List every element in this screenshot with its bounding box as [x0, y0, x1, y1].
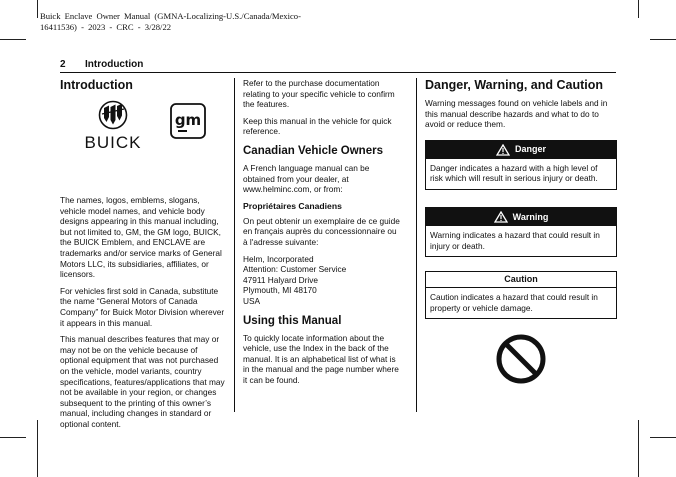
gm-logo-icon	[170, 103, 206, 139]
caution-label: Caution	[504, 274, 538, 285]
index-paragraph: To quickly locate information about the vehicle, use the Index in the back of the manual. It is an alphabetical list of what is in the manual and the page number where it can be found.	[243, 332, 399, 385]
canada-paragraph: For vehicles first sold in Canada, substitute the name “General Motors of Canada Company” for Buick Motor Division wherever it appears in this manual.	[60, 285, 225, 328]
crop-mark	[638, 0, 639, 18]
french-manual-paragraph: A French language manual can be obtained from your dealer, at www.helminc.com, or from:	[243, 162, 370, 195]
mailing-address	[243, 254, 403, 307]
prohibited-symbol	[425, 333, 617, 385]
warning-intro-paragraph: Warning messages found on vehicle labels and in this manual describe hazards and what to do to avoid or reduce them.	[425, 98, 608, 130]
address-line: USA	[243, 295, 261, 306]
gm-logo	[170, 103, 206, 142]
danger-label: Danger	[514, 144, 546, 155]
crop-mark	[37, 0, 38, 18]
danger-text: Danger indicates a hazard with a high level of risk which will result in serious injury or death.	[430, 162, 598, 184]
crop-mark	[0, 39, 26, 40]
caution-header	[426, 272, 616, 288]
features-paragraph: This manual describes features that may or may not be on the vehicle because of optional equipment that was not purchased on the vehicle, model variants, country specifications, features/applications that may not be available in your region, or changes subsequent to the printing of this owner’s manual, including changes in standard or optional content.	[60, 334, 225, 429]
using-manual-heading: Using this Manual	[243, 314, 342, 327]
warning-notice	[425, 207, 617, 257]
warning-text: Warning indicates a hazard that could result in injury or death.	[430, 229, 600, 251]
intro-heading: Introduction	[60, 78, 133, 92]
page-number: 2	[60, 59, 66, 70]
running-header	[60, 58, 616, 73]
buick-tri-shield-icon	[98, 100, 128, 130]
section-title: Introduction	[85, 59, 144, 70]
document-meta	[40, 11, 370, 33]
brand-logos	[60, 100, 226, 185]
caution-text: Caution indicates a hazard that could result in property or vehicle damage.	[430, 292, 598, 313]
column-2	[243, 78, 403, 391]
prohibited-icon	[495, 333, 547, 385]
column-divider	[416, 78, 417, 412]
address-line: 47911 Halyard Drive	[243, 274, 319, 285]
crop-mark	[37, 420, 38, 477]
address-line: Helm, Incorporated	[243, 253, 314, 264]
column-1	[60, 78, 226, 435]
warning-triangle-icon	[494, 211, 508, 223]
danger-notice	[425, 140, 617, 190]
crop-mark	[650, 437, 676, 438]
crop-mark	[0, 437, 26, 438]
meta-line-1: Buick Enclave Owner Manual (GMNA-Localizing-U.S./Canada/Mexico-	[40, 11, 301, 21]
address-line: Attention: Customer Service	[243, 264, 347, 275]
buick-wordmark: BUICK	[84, 132, 142, 152]
warning-triangle-icon	[496, 144, 510, 156]
canadian-owners-heading: Canadian Vehicle Owners	[243, 144, 383, 157]
caution-notice	[425, 271, 617, 319]
proprietaires-heading: Propriétaires Canadiens	[243, 200, 342, 211]
trademark-paragraph: The names, logos, emblems, slogans, vehicle model names, and vehicle body designs appearing in this manual including, but not limited to, GM, the GM logo, BUICK, the BUICK Emblem, and ENCLAVE are trademarks and/or service marks of General Motors LLC, its subsidiaries, affiliates, or licensors.	[60, 195, 222, 280]
column-divider	[234, 78, 235, 412]
gm-logo-text: gm	[174, 111, 202, 129]
address-line: Plymouth, MI 48170	[243, 285, 317, 296]
danger-header	[426, 141, 616, 159]
purchase-doc-paragraph: Refer to the purchase documentation relating to your specific vehicle to confirm the features.	[243, 78, 395, 110]
column-3	[425, 78, 617, 385]
french-paragraph: On peut obtenir un exemplaire de ce guide en français auprès du concessionnaire ou à l'adresse suivante:	[243, 215, 400, 247]
danger-warning-caution-heading: Danger, Warning, and Caution	[425, 78, 604, 92]
crop-mark	[638, 420, 639, 477]
keep-manual-paragraph: Keep this manual in the vehicle for quick reference.	[243, 115, 392, 137]
warning-label: Warning	[512, 211, 549, 222]
meta-line-2: 16411536) - 2023 - CRC - 3/28/22	[40, 22, 172, 32]
warning-header	[426, 208, 616, 226]
buick-logo	[82, 100, 144, 152]
crop-mark	[650, 39, 676, 40]
